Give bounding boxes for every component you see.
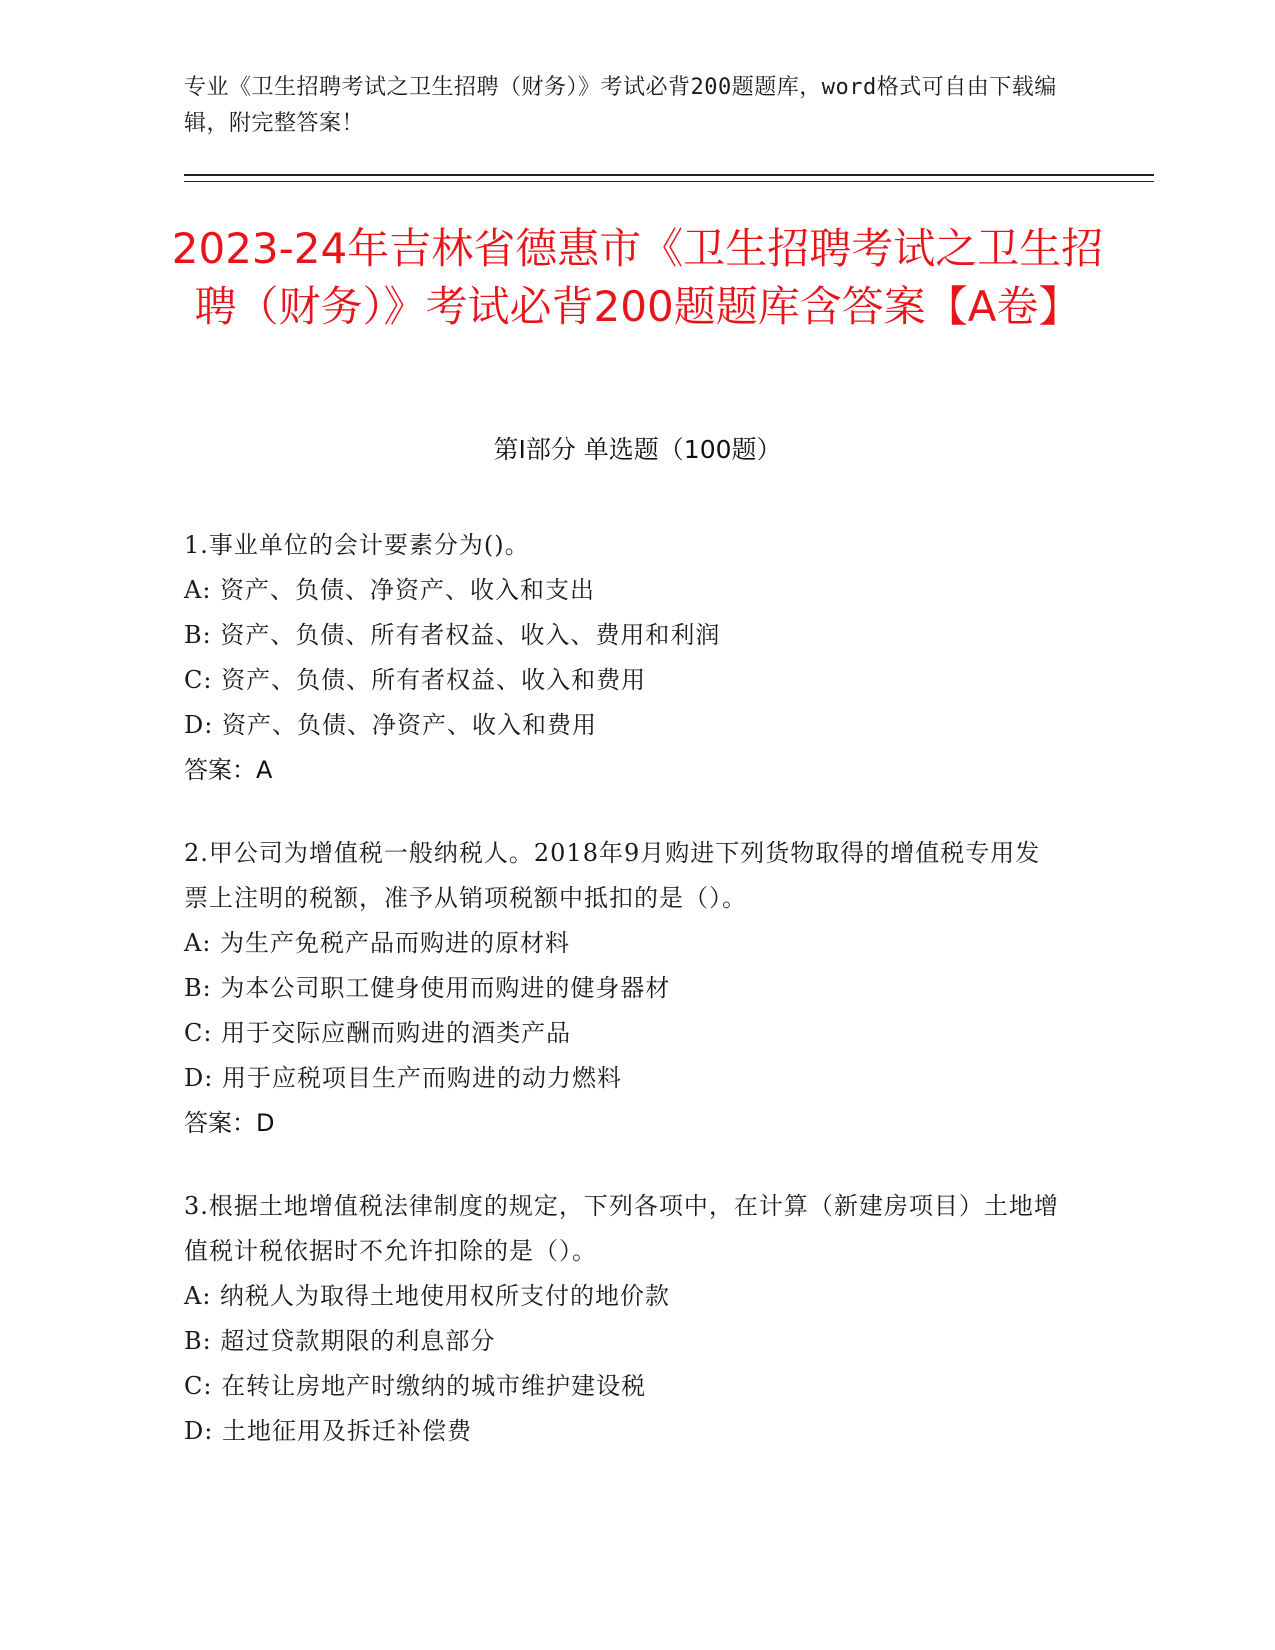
question-list xyxy=(184,523,1064,1492)
question-stem: 3.根据土地增值税法律制度的规定，下列各项中，在计算（新建房项目）土地增值税计税依据时不允许扣除的是（）。 xyxy=(184,1192,1059,1265)
option-a: A: 资产、负债、净资产、收入和支出 xyxy=(184,576,596,604)
header-divider-thin xyxy=(184,181,1154,182)
question-stem: 1.事业单位的会计要素分为()。 xyxy=(184,531,530,559)
answer-line: 答案：D xyxy=(184,1109,275,1137)
question-stem: 2.甲公司为增值税一般纳税人。2018年9月购进下列货物取得的增值税专用发票上注明的税额，准予从销项税额中抵扣的是（）。 xyxy=(184,839,1041,912)
option-b: B: 为本公司职工健身使用而购进的健身器材 xyxy=(184,974,671,1002)
question-1 xyxy=(184,523,1064,793)
option-b: B: 资产、负债、所有者权益、收入、费用和利润 xyxy=(184,621,721,649)
option-a: A: 纳税人为取得土地使用权所支付的地价款 xyxy=(184,1282,671,1310)
option-c: C: 用于交际应酬而购进的酒类产品 xyxy=(184,1019,572,1047)
section-heading: 第Ⅰ部分 单选题（100题） xyxy=(493,435,782,464)
option-d: D: 用于应税项目生产而购进的动力燃料 xyxy=(184,1064,622,1092)
option-c: C: 在转让房地产时缴纳的城市维护建设税 xyxy=(184,1372,647,1400)
question-3 xyxy=(184,1184,1064,1454)
answer-line: 答案：A xyxy=(184,756,273,784)
option-c: C: 资产、负债、所有者权益、收入和费用 xyxy=(184,666,647,694)
option-d: D: 土地征用及拆迁补偿费 xyxy=(184,1417,472,1445)
option-a: A: 为生产免税产品而购进的原材料 xyxy=(184,929,571,957)
header-divider-thick xyxy=(184,174,1154,176)
option-b: B: 超过贷款期限的利息部分 xyxy=(184,1327,496,1355)
document-title: 2023-24年吉林省德惠市《卫生招聘考试之卫生招聘（财务）》考试必背200题题库含答案【A卷】 xyxy=(171,224,1104,331)
header-note: 专业《卫生招聘考试之卫生招聘（财务）》考试必背200题题库，word格式可自由下载编辑，附完整答案！ xyxy=(184,75,1057,136)
option-d: D: 资产、负债、净资产、收入和费用 xyxy=(184,711,597,739)
question-2 xyxy=(184,831,1064,1146)
